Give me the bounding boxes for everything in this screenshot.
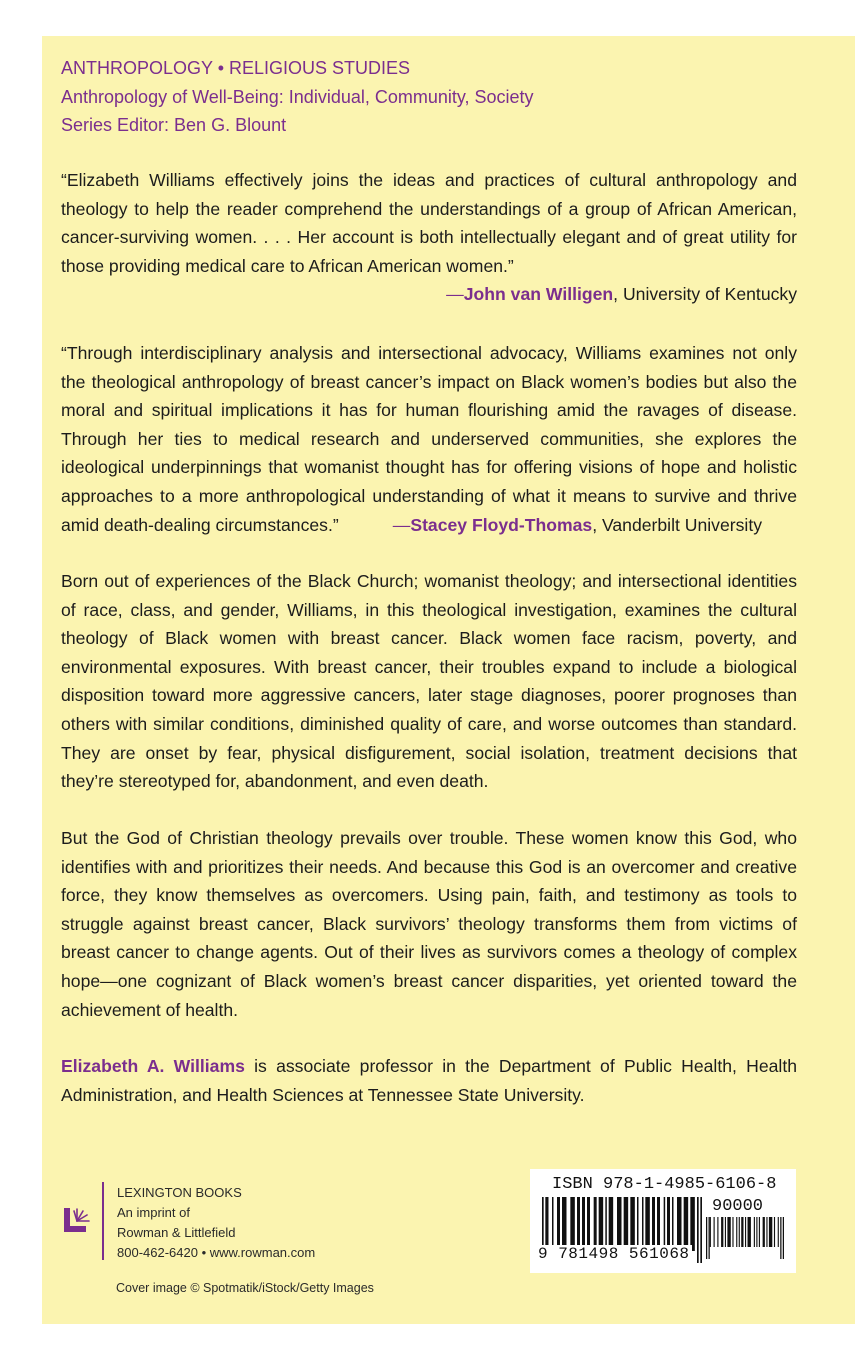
barcode-bar — [778, 1217, 779, 1247]
paragraph-text: But the God of Christian theology prevails over trouble. These women know this God, who identifies with and prioritizes their needs. And because this God is an overcomer and creative force, they know themselves as overcomers. Using pain, faith, and testimony as tools to struggle against breast cancer, Black survivors’ theology transforms them from victims of breast cancer to change agents. Out of their lives as survivors comes a theology of complex hope—one cognizant of Black women’s breast cancer disparities, yet oriented toward the achievement of health. — [61, 828, 797, 1020]
quote-attribution — [61, 280, 797, 309]
endorsement-quote-2 — [61, 339, 797, 539]
barcode-bar — [732, 1217, 733, 1247]
barcode-bar — [645, 1197, 650, 1251]
lexington-books-logo-icon — [60, 1204, 92, 1236]
barcode-guard-bar — [700, 1197, 702, 1263]
isbn-number: ISBN 978-1-4985-6106-8 — [552, 1175, 777, 1194]
barcode-bar — [714, 1217, 715, 1247]
barcode-bar — [667, 1197, 670, 1251]
quote-affiliation: , University of Kentucky — [613, 284, 797, 305]
publisher-divider — [102, 1182, 104, 1260]
attribution-dash: — — [446, 284, 464, 305]
author-bio — [61, 1052, 797, 1109]
paragraph-text: Born out of experiences of the Black Church; womanist theology; and intersectional identities of race, class, and gender, Williams, in this theological investigation, examines the cultural theology of Black women with breast cancer. Black women face racism, poverty, and environmental exposures. With breast cancer, their troubles expand to include a biological disposition toward more aggressive cancers, later stage diagnoses, poorer prognoses than others with similar conditions, diminished quality of care, and worse outcomes than standard. They are onset by fear, physical disfigurement, social isolation, treatment decisions that they’re stereotyped for, abandonment, and even death. — [61, 571, 797, 792]
isbn-barcode — [530, 1169, 796, 1273]
barcode-bar — [642, 1197, 644, 1251]
barcode-bar — [672, 1197, 674, 1251]
publisher-contact: 800-462-6420 • www.rowman.com — [117, 1245, 316, 1260]
publisher-info — [117, 1183, 315, 1263]
barcode-bar — [605, 1197, 607, 1251]
cover-image-credit: Cover image © Spotmatik/iStock/Getty Images — [116, 1281, 374, 1295]
imprint-line-1: An imprint of — [117, 1205, 190, 1220]
quote-text: “Elizabeth Williams effectively joins the ideas and practices of cultural anthropology and theology to help the reader comprehend the understandings of a group of African American, cancer-surviving women. . . . Her account is both intellectually elegant and of great utility for those providing medical care to African American women.” — [61, 170, 797, 276]
barcode-bar — [684, 1197, 689, 1251]
barcode-bar — [599, 1197, 604, 1251]
quote-text — [61, 339, 797, 539]
publisher-name: LEXINGTON BOOKS — [117, 1185, 242, 1200]
barcode-bar — [763, 1217, 765, 1247]
barcode-guard-bar — [780, 1217, 781, 1259]
bio-text: is associate professor in the Department of Public Health, Health Administration, and Health Sciences at Tennessee State University. — [61, 1056, 797, 1105]
barcode-bar — [727, 1217, 730, 1247]
barcode-bar — [664, 1197, 666, 1251]
barcode-bar — [721, 1217, 723, 1247]
barcode-bar — [710, 1217, 711, 1247]
barcode-guard-bar — [697, 1197, 699, 1263]
barcode-bar — [570, 1197, 575, 1251]
barcode-bar — [739, 1217, 740, 1247]
barcode-guard-bar — [783, 1217, 784, 1259]
imprint-line-2: Rowman & Littlefield — [117, 1225, 236, 1240]
attribution-dash: — — [392, 514, 411, 535]
barcode-bar — [748, 1217, 751, 1247]
description-paragraph-2 — [61, 824, 797, 1024]
barcode-bar — [759, 1217, 760, 1247]
publisher-block — [60, 1182, 360, 1262]
quote-author: John van Willigen — [463, 284, 614, 305]
barcode-bar — [562, 1197, 567, 1251]
category-line: ANTHROPOLOGY • RELIGIOUS STUDIES — [61, 58, 411, 78]
barcode-bar — [736, 1217, 737, 1247]
ean-number: 9 781498 561068 — [538, 1245, 690, 1263]
barcode-bar — [637, 1197, 639, 1251]
barcode-bar — [754, 1217, 755, 1247]
barcode-bar — [547, 1197, 549, 1251]
barcode-guard-bar — [709, 1217, 710, 1259]
barcode-bar — [617, 1197, 622, 1251]
barcode-bar — [690, 1197, 695, 1251]
barcode-bar — [630, 1197, 635, 1251]
barcode-bar — [766, 1217, 767, 1247]
barcode-bar — [577, 1197, 580, 1251]
series-title: Anthropology of Well-Being: Individual, Community, Society — [61, 86, 534, 107]
barcode-bar — [774, 1217, 775, 1247]
barcode-bar — [717, 1217, 718, 1247]
barcode-bar — [745, 1217, 746, 1247]
barcode-bar — [677, 1197, 682, 1251]
quote-affiliation: , Vanderbilt University — [592, 514, 762, 535]
endorsement-quote-1 — [61, 166, 797, 309]
price-code: 90000 — [712, 1197, 764, 1216]
quote-author: Stacey Floyd-Thomas — [410, 514, 593, 535]
barcode-bar — [756, 1217, 757, 1247]
author-name: Elizabeth A. Williams — [61, 1056, 245, 1076]
barcode-bar — [624, 1197, 629, 1251]
barcode-bar — [552, 1197, 554, 1251]
barcode-bar — [587, 1197, 590, 1251]
back-cover — [42, 36, 855, 1324]
barcode-bar — [657, 1197, 660, 1251]
description-paragraph-1 — [61, 567, 797, 796]
barcode-bar — [741, 1217, 743, 1247]
barcode-bar — [582, 1197, 585, 1251]
barcode-bar — [557, 1197, 560, 1251]
price-barcode-bars — [706, 1217, 784, 1259]
barcode-guard-bar — [706, 1217, 707, 1259]
barcode-bar — [652, 1197, 655, 1251]
barcode-bar — [725, 1217, 726, 1247]
series-editor: Series Editor: Ben G. Blount — [61, 115, 287, 135]
barcode-bar — [594, 1197, 597, 1251]
header-block — [61, 54, 534, 140]
barcode-bar — [609, 1197, 614, 1251]
quote-body: “Through interdisciplinary analysis and intersectional advocacy, Williams examines not only the theological anthropology of breast cancer’s impact on Black women’s bodies but also the moral and spiritual implications it has for human flourishing amid the ravages of disease. Through her ties to medical research and underserved communities, she explores the ideological underpinnings that womanist thought has for offering visions of hope and holistic approaches to a more anthropological understanding of what it means to survive and thrive amid death-dealing circumstances.” — [61, 343, 797, 535]
barcode-bar — [769, 1217, 772, 1247]
